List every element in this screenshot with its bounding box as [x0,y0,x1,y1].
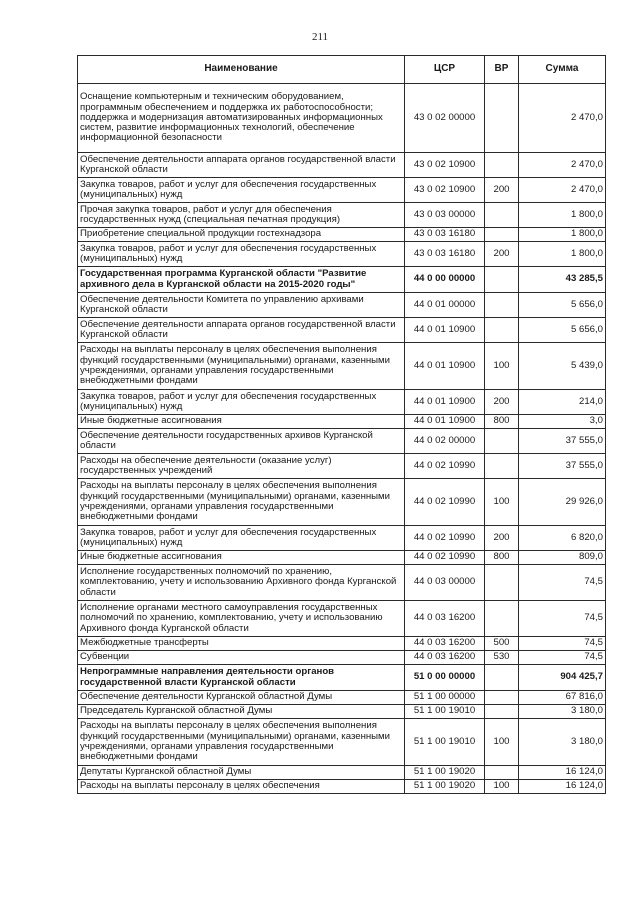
table-body [78,84,606,794]
cell-csr: 44 0 01 00000 [405,293,485,318]
cell-name: Государственная программа Курганской области "Развитие архивного дела в Курганской области на 2015-2020 годы" [78,267,405,293]
cell-vr [485,705,519,719]
cell-vr [485,318,519,343]
cell-sum: 3,0 [519,415,606,429]
cell-name: Непрограммные направления деятельности органов государственной власти Курганской области [78,665,405,691]
header-csr: ЦСР [405,56,485,84]
cell-csr: 44 0 01 10900 [405,415,485,429]
table-row [78,665,606,691]
cell-csr: 51 1 00 00000 [405,691,485,705]
cell-name: Обеспечение деятельности Комитета по управлению архивами Курганской области [78,293,405,318]
cell-name: Межбюджетные трансферты [78,637,405,651]
cell-sum: 37 555,0 [519,429,606,454]
cell-sum: 1 800,0 [519,228,606,242]
cell-name: Расходы на выплаты персоналу в целях обеспечения [78,780,405,794]
cell-csr: 43 0 03 16180 [405,228,485,242]
table-row [78,651,606,665]
table-row [78,526,606,551]
table-row [78,766,606,780]
page-number: 211 [311,31,329,43]
cell-csr: 51 0 00 00000 [405,665,485,691]
cell-name: Расходы на выплаты персоналу в целях обеспечения выполнения функций государственными (муниципальными) органами, казенными учреждениями, органами управления государственными внебюджетными фондами [78,719,405,766]
cell-csr: 44 0 01 10900 [405,318,485,343]
cell-vr: 100 [485,719,519,766]
cell-csr: 44 0 03 16200 [405,601,485,637]
table-row [78,780,606,794]
table-row [78,637,606,651]
cell-sum: 74,5 [519,651,606,665]
cell-vr [485,766,519,780]
header-sum: Сумма [519,56,606,84]
cell-name: Закупка товаров, работ и услуг для обеспечения государственных (муниципальных) нужд [78,178,405,203]
cell-sum: 43 285,5 [519,267,606,293]
cell-name: Расходы на обеспечение деятельности (оказание услуг) государственных учреждений [78,454,405,479]
table-row [78,153,606,178]
cell-csr: 44 0 02 10990 [405,551,485,565]
cell-sum: 214,0 [519,390,606,415]
table-row [78,203,606,228]
cell-vr [485,153,519,178]
table-row [78,601,606,637]
cell-sum: 1 800,0 [519,242,606,267]
table-row [78,318,606,343]
cell-csr: 44 0 00 00000 [405,267,485,293]
cell-vr [485,267,519,293]
cell-csr: 51 1 00 19010 [405,719,485,766]
cell-vr [485,601,519,637]
cell-name: Приобретение специальной продукции гостехнадзора [78,228,405,242]
cell-vr [485,293,519,318]
table-row [78,84,606,153]
cell-sum: 5 656,0 [519,318,606,343]
table-row [78,719,606,766]
cell-name: Субвенции [78,651,405,665]
cell-name: Расходы на выплаты персоналу в целях обеспечения выполнения функций государственными (муниципальными) органами, казенными учреждениями, органами управления государственными внебюджетными фондами [78,479,405,526]
cell-vr [485,565,519,601]
cell-sum: 2 470,0 [519,178,606,203]
cell-csr: 43 0 03 16180 [405,242,485,267]
cell-sum: 3 180,0 [519,719,606,766]
cell-sum: 809,0 [519,551,606,565]
table-row [78,429,606,454]
cell-csr: 43 0 02 10900 [405,178,485,203]
cell-sum: 37 555,0 [519,454,606,479]
cell-sum: 16 124,0 [519,766,606,780]
cell-vr: 500 [485,637,519,651]
table-row [78,343,606,390]
cell-csr: 44 0 03 00000 [405,565,485,601]
table-row [78,178,606,203]
cell-vr: 100 [485,343,519,390]
cell-name: Иные бюджетные ассигнования [78,551,405,565]
cell-sum: 2 470,0 [519,84,606,153]
cell-csr: 44 0 02 10990 [405,479,485,526]
cell-sum: 3 180,0 [519,705,606,719]
cell-name: Оснащение компьютерным и техническим оборудованием, программным обеспечением и поддержка их работоспособности; поддержка и модернизация автоматизированных информационных систем, развитие информационных технологий, обеспечение информационной безопасности [78,84,405,153]
table-row [78,293,606,318]
cell-name: Прочая закупка товаров, работ и услуг для обеспечения государственных нужд (специальная печатная продукция) [78,203,405,228]
table-row [78,242,606,267]
table-row [78,228,606,242]
cell-sum: 1 800,0 [519,203,606,228]
cell-vr [485,228,519,242]
cell-vr: 800 [485,551,519,565]
cell-sum: 5 439,0 [519,343,606,390]
cell-vr: 200 [485,242,519,267]
cell-vr: 100 [485,479,519,526]
cell-name: Исполнение государственных полномочий по хранению, комплектованию, учету и использованию Архивного фонда Курганской области [78,565,405,601]
cell-vr [485,665,519,691]
cell-vr: 200 [485,526,519,551]
cell-csr: 44 0 02 00000 [405,429,485,454]
table-row [78,565,606,601]
cell-vr [485,84,519,153]
cell-name: Расходы на выплаты персоналу в целях обеспечения выполнения функций государственными (муниципальными) органами, казенными учреждениями, органами управления государственными внебюджетными фондами [78,343,405,390]
table-header-row [78,56,606,84]
cell-name: Председатель Курганской областной Думы [78,705,405,719]
cell-vr [485,454,519,479]
cell-csr: 44 0 03 16200 [405,637,485,651]
cell-name: Закупка товаров, работ и услуг для обеспечения государственных (муниципальных) нужд [78,526,405,551]
table-row [78,454,606,479]
cell-csr: 51 1 00 19020 [405,766,485,780]
cell-csr: 44 0 01 10900 [405,343,485,390]
cell-sum: 67 816,0 [519,691,606,705]
cell-csr: 44 0 03 16200 [405,651,485,665]
cell-csr: 44 0 02 10990 [405,454,485,479]
cell-name: Обеспечение деятельности аппарата органов государственной власти Курганской области [78,318,405,343]
cell-vr [485,691,519,705]
table-row [78,705,606,719]
cell-vr: 200 [485,178,519,203]
cell-sum: 29 926,0 [519,479,606,526]
cell-csr: 51 1 00 19020 [405,780,485,794]
cell-name: Обеспечение деятельности государственных архивов Курганской области [78,429,405,454]
cell-sum: 74,5 [519,601,606,637]
cell-vr [485,203,519,228]
table-row [78,267,606,293]
cell-sum: 16 124,0 [519,780,606,794]
cell-csr: 51 1 00 19010 [405,705,485,719]
cell-name: Иные бюджетные ассигнования [78,415,405,429]
cell-vr: 200 [485,390,519,415]
table-row [78,390,606,415]
cell-csr: 43 0 03 00000 [405,203,485,228]
cell-name: Закупка товаров, работ и услуг для обеспечения государственных (муниципальных) нужд [78,390,405,415]
table-row [78,479,606,526]
cell-sum: 6 820,0 [519,526,606,551]
cell-name: Обеспечение деятельности аппарата органов государственной власти Курганской области [78,153,405,178]
budget-table [77,55,606,794]
table-row [78,691,606,705]
cell-sum: 5 656,0 [519,293,606,318]
cell-sum: 74,5 [519,637,606,651]
table-row [78,415,606,429]
cell-csr: 43 0 02 00000 [405,84,485,153]
cell-vr: 530 [485,651,519,665]
cell-name: Обеспечение деятельности Курганской областной Думы [78,691,405,705]
cell-vr: 800 [485,415,519,429]
cell-sum: 74,5 [519,565,606,601]
cell-sum: 2 470,0 [519,153,606,178]
cell-vr [485,429,519,454]
cell-name: Депутаты Курганской областной Думы [78,766,405,780]
cell-csr: 44 0 01 10900 [405,390,485,415]
cell-name: Исполнение органами местного самоуправления государственных полномочий по хранению, комплектованию, учету и использованию Архивного фонда Курганской области [78,601,405,637]
cell-vr: 100 [485,780,519,794]
cell-sum: 904 425,7 [519,665,606,691]
cell-csr: 43 0 02 10900 [405,153,485,178]
header-name: Наименование [78,56,405,84]
cell-csr: 44 0 02 10990 [405,526,485,551]
header-vr: ВР [485,56,519,84]
cell-name: Закупка товаров, работ и услуг для обеспечения государственных (муниципальных) нужд [78,242,405,267]
table-row [78,551,606,565]
